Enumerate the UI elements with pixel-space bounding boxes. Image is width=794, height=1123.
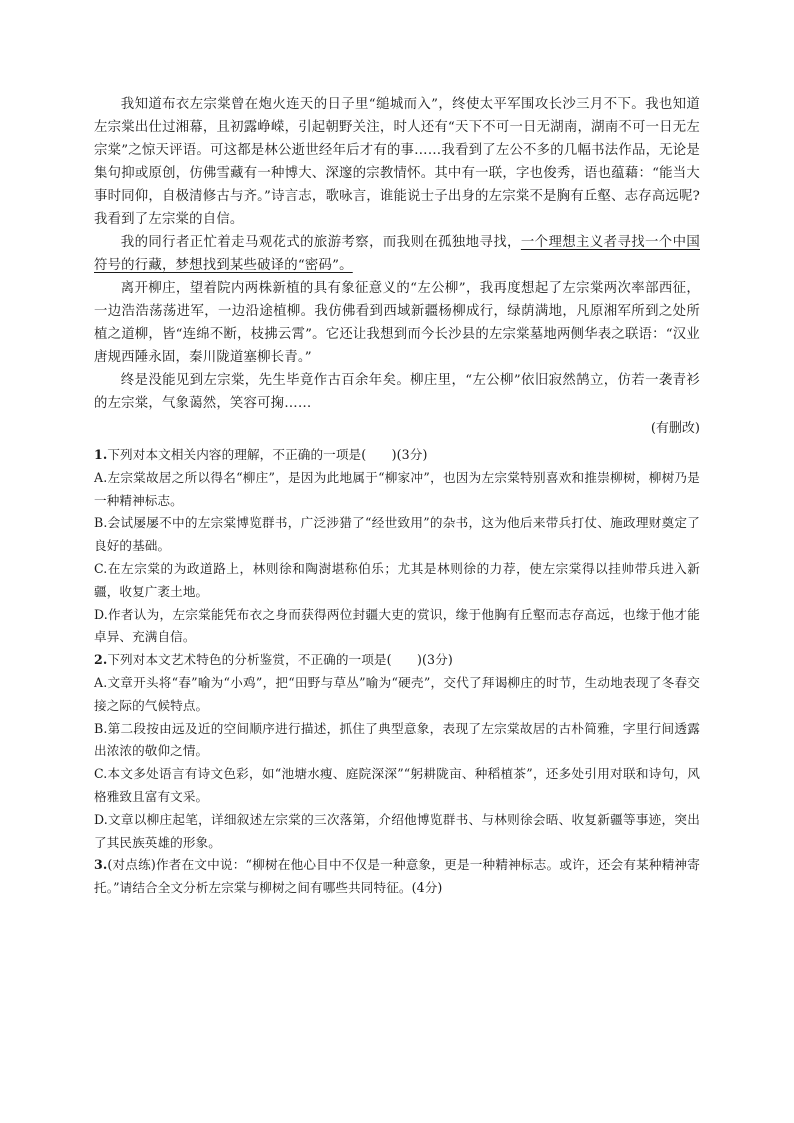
- question-2-option-d: D.文章以柳庄起笔，详细叙述左宗棠的三次落第，介绍他博览群书、与林则徐会晤、收复新疆等事迹，突出了其民族英雄的形象。: [94, 811, 700, 850]
- document-page: [94, 93, 700, 900]
- question-1: [94, 444, 700, 649]
- passage-paragraph-1: 我知道布衣左宗棠曾在炮火连天的日子里“缒城而入”，终使太平军围攻长沙三月不下。我也知道左宗棠出仕过湘幕，且初露峥嵘，引起朝野关注，时人还有“天下不可一日无湖南，湖南不可一日无左宗棠”之惊天评语。可这都是林公逝世经年后才有的事……我看到了左公不多的几幅书法作品，无论是集句抑或原创，仿佛雪藏有一种博大、深邃的宗教情怀。其中有一联，字也俊秀，语也蕴藉：“能当大事时同仰，自极清修古与齐。”诗言志，歌咏言，谁能说士子出身的左宗棠不是胸有丘壑、志存高远呢?我看到了左宗棠的自信。: [94, 97, 700, 227]
- question-1-option-d: D.作者认为，左宗棠能凭布衣之身而获得两位封疆大吏的赏识，缘于他胸有丘壑而志存高远，也缘于他才能卓异、充满自信。: [94, 606, 700, 645]
- passage-paragraph-3: 离开柳庄，望着院内两株新植的具有象征意义的“左公柳”，我再度想起了左宗棠两次率部西征，一边浩浩荡荡进军，一边沿途植柳。我仿佛看到西域新疆杨柳成行，绿荫满地，凡原湘军所到之处所植之道柳，皆“连绵不断，枝拂云霄”。它还让我想到而今长沙县的左宗棠墓地两侧华表之联语：“汉业唐规西陲永固，秦川陇道塞柳长青。”: [94, 281, 700, 365]
- passage-paragraph-2-text: 我的同行者正忙着走马观花式的旅游考察，而我则在孤独地寻找，: [120, 235, 521, 250]
- question-1-option-b: B.会试屡屡不中的左宗棠博览群书，广泛涉猎了“经世致用”的杂书，这为他后来带兵打仗、施政理财奠定了良好的基础。: [94, 515, 700, 554]
- question-3: [94, 854, 700, 900]
- question-number: 2.: [94, 652, 108, 668]
- question-1-option-a: A.左宗棠故居之所以得名“柳庄”，是因为此地属于“柳家冲”，也因为左宗棠特别喜欢和推崇柳树，柳树乃是一种精神标志。: [94, 469, 700, 508]
- passage-paragraph-4: 终是没能见到左宗棠，先生毕竟作古百余年矣。柳庄里，“左公柳”依旧寂然鹄立，仿若一袭青衫的左宗棠，气象蔼然，笑容可掬……: [94, 373, 700, 411]
- question-2-option-b: B.第二段按由远及近的空间顺序进行描述，抓住了典型意象，表现了左宗棠故居的古朴简雅，字里行间透露出浓浓的敬仰之情。: [94, 720, 700, 759]
- question-2-stem: [94, 649, 700, 672]
- question-number: 3.: [94, 857, 108, 873]
- question-3-stem: [94, 854, 700, 900]
- question-text: (对点练)作者在文中说：“柳树在他心目中不仅是一种意象，更是一种精神标志。或许，还会有某种精神寄托。”请结合全文分析左宗棠与柳树之间有哪些共同特征。(4分): [94, 857, 700, 896]
- question-1-stem: [94, 444, 700, 467]
- source-note: (有删改): [650, 421, 700, 436]
- question-2-option-c: C.本文多处语言有诗文色彩，如“池塘水瘦、庭院深深”“躬耕陇亩、种稻植茶”，还多处引用对联和诗句，风格雅致且富有文采。: [94, 766, 700, 804]
- underlined-sentence: 一个理想主义者寻找一个中国符号的行藏，梦想找到某些破译的“密码”。: [94, 235, 700, 273]
- question-text: 下列对本文相关内容的理解，不正确的一项是( )(3分): [107, 447, 428, 462]
- question-2-option-a: A.文章开头将“春”喻为“小鸡”，把“田野与草丛”喻为“硬壳”，交代了拜谒柳庄的时节，生动地表现了冬春交接之际的气候特点。: [94, 674, 700, 713]
- question-text: 下列对本文艺术特色的分析鉴赏，不正确的一项是( )(3分): [107, 652, 453, 668]
- passage-paragraph-2: [94, 231, 700, 277]
- question-number: 1.: [94, 447, 108, 462]
- question-1-option-c: C.在左宗棠的为政道路上，林则徐和陶澍堪称伯乐；尤其是林则徐的力荐，使左宗棠得以挂帅带兵进入新疆，收复广袤土地。: [94, 560, 700, 599]
- question-2: [94, 649, 700, 854]
